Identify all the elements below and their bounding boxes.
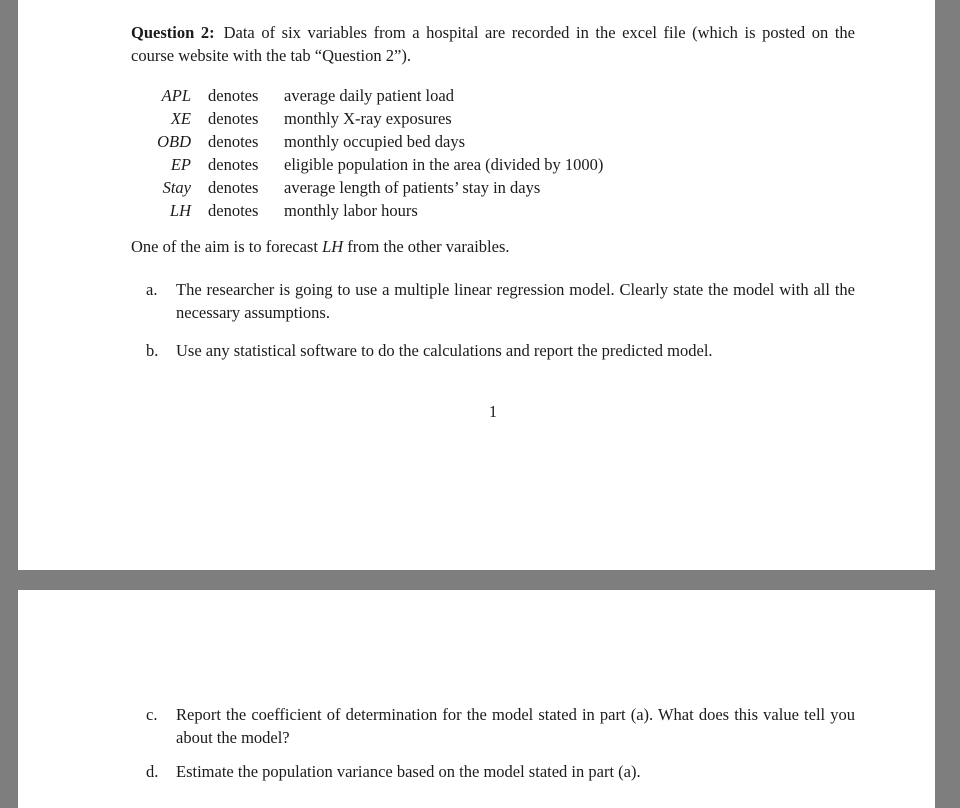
variable-symbol: OBD bbox=[157, 132, 191, 151]
variable-row bbox=[145, 107, 855, 130]
variable-description: average length of patients’ stay in days bbox=[284, 178, 541, 197]
list-label-b: b. bbox=[146, 341, 159, 360]
variable-description: monthly occupied bed days bbox=[284, 132, 466, 151]
variable-description: monthly labor hours bbox=[284, 201, 418, 220]
list-label-c: c. bbox=[146, 705, 158, 724]
variable-denotes: denotes bbox=[208, 109, 259, 128]
list-item-d bbox=[146, 760, 855, 783]
page-number: 1 bbox=[488, 402, 498, 421]
question-text: Data of six variables from a hospital are recorded in the excel file (which is posted on the course website with the tab “Question 2”). bbox=[131, 23, 855, 65]
aim-sentence bbox=[131, 235, 855, 258]
variable-symbol: LH bbox=[169, 201, 191, 220]
list-text-b: Use any statistical software to do the calculations and report the predicted model. bbox=[176, 341, 713, 360]
list-text-c: Report the coefficient of determination for the model stated in part (a). What does this value tell you about the model? bbox=[176, 705, 855, 747]
page-2-content bbox=[18, 590, 935, 783]
list-text-a: The researcher is going to use a multiple linear regression model. Clearly state the model with all the necessary assumptions. bbox=[176, 280, 855, 322]
variable-row bbox=[145, 199, 855, 222]
page-1-content bbox=[18, 0, 935, 423]
aim-text-post: from the other varaibles. bbox=[347, 237, 510, 256]
variable-description: average daily patient load bbox=[284, 86, 454, 105]
variable-denotes: denotes bbox=[208, 132, 259, 151]
list-item-b bbox=[146, 339, 855, 362]
variable-row bbox=[145, 176, 855, 199]
variable-denotes: denotes bbox=[208, 86, 259, 105]
list-label-a: a. bbox=[146, 280, 158, 299]
question-paragraph bbox=[131, 21, 855, 67]
list-text-d: Estimate the population variance based on the model stated in part (a). bbox=[176, 762, 641, 781]
question-label: Question 2: bbox=[131, 23, 215, 42]
aim-text-pre: One of the aim is to forecast bbox=[131, 237, 318, 256]
variable-symbol: EP bbox=[170, 155, 191, 174]
list-item-c bbox=[146, 703, 855, 749]
variable-denotes: denotes bbox=[208, 178, 259, 197]
list-label-d: d. bbox=[146, 762, 159, 781]
variable-row bbox=[145, 84, 855, 107]
variable-symbol: Stay bbox=[162, 178, 191, 197]
variable-description: eligible population in the area (divided by 1000) bbox=[284, 155, 604, 174]
variable-description: monthly X-ray exposures bbox=[284, 109, 452, 128]
list-item-a bbox=[146, 278, 855, 324]
variable-row bbox=[145, 130, 855, 153]
variable-symbol: XE bbox=[170, 109, 191, 128]
variable-symbol: APL bbox=[161, 86, 191, 105]
document-page-2 bbox=[18, 590, 935, 808]
variable-definition-table bbox=[145, 84, 855, 222]
variable-denotes: denotes bbox=[208, 201, 259, 220]
document-page-1 bbox=[18, 0, 935, 570]
aim-variable-lh: LH bbox=[322, 237, 344, 256]
variable-row bbox=[145, 153, 855, 176]
variable-denotes: denotes bbox=[208, 155, 259, 174]
